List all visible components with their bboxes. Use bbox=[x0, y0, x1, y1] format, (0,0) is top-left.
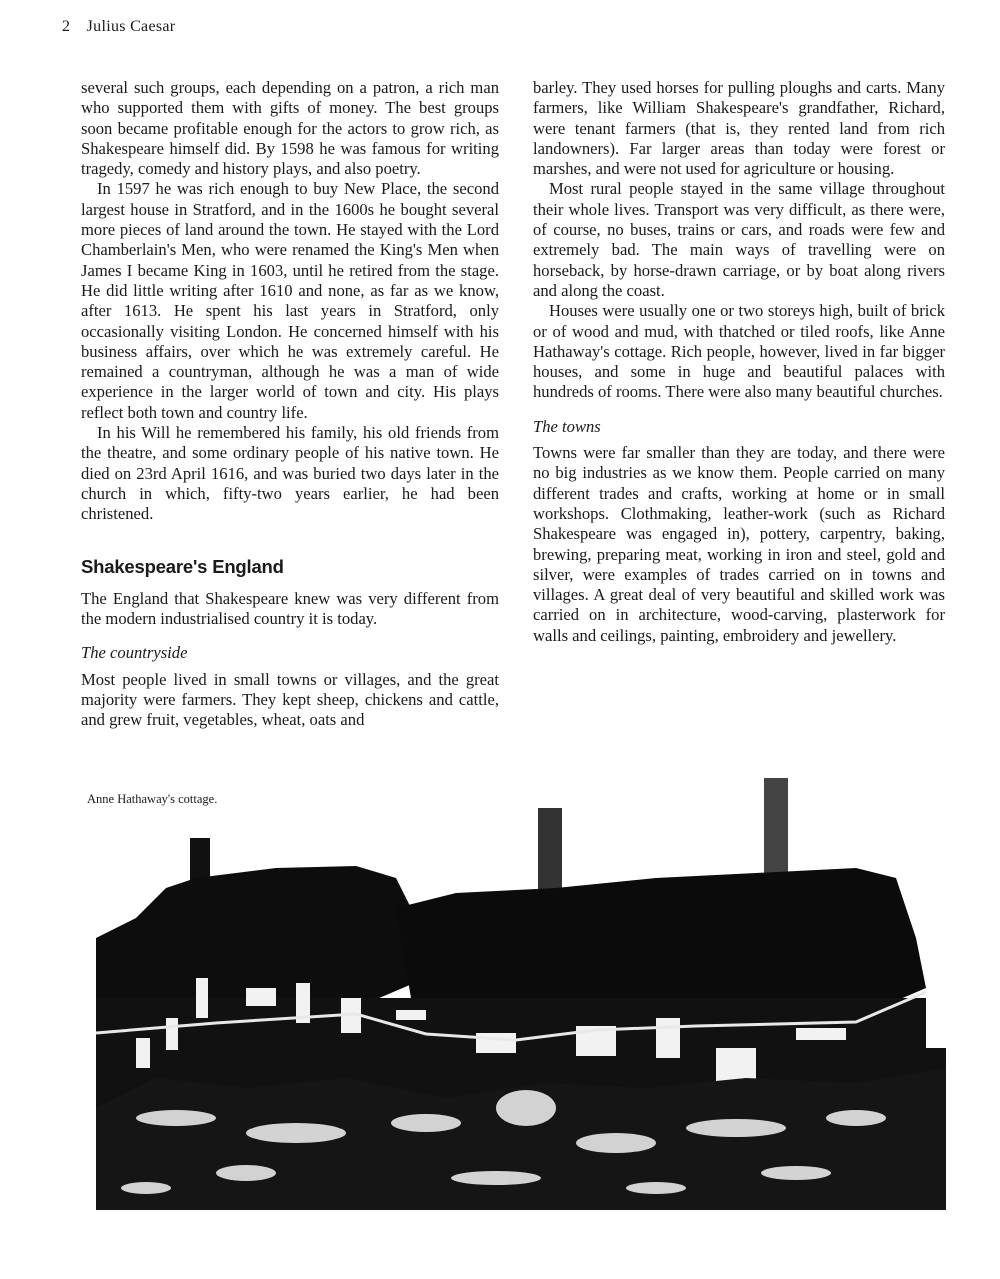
chimney bbox=[538, 808, 562, 898]
book-title: Julius Caesar bbox=[86, 18, 176, 35]
paragraph: In 1597 he was rich enough to buy New Place, the second largest house in Stratford, and in the 1600s he bought several more pieces of land around the town. He stayed with the Lord Chamberlain's Men, who were renamed the King's Men when James I became King in 1603, until he retired from the stage. He did little writing after 1610 and none, as far as we know, after 1613. He spent his last years in Stratford, only occasionally visiting London. He concerned himself with his business affairs, over which he was extremely careful. He remained a countryman, although he was a man of wide experience in the larger world of town and city. His plays reflect both town and country life. bbox=[81, 179, 499, 422]
cottage-photo bbox=[96, 778, 946, 1210]
sky-right-gap bbox=[926, 878, 946, 1048]
subheading-towns: The towns bbox=[533, 416, 601, 436]
paragraph: Towns were far smaller than they are today, and there were no big industries as we know them. People carried on many different trades and crafts, working at home or in small workshops. Clothmaking, leather-work (such as Richard Shakespeare was engaged in), pottery, carpentry, baking, brewing, preparing meat, working in iron and steel, gold and silver, were examples of trades carried on in towns and villages. A great deal of very beautiful and skilled work was carried on in architecture, wood-carving, plasterwork for walls and ceilings, painting, embroidery and jewellery. bbox=[533, 443, 945, 645]
figure-caption: Anne Hathaway's cottage. bbox=[87, 792, 218, 806]
cottage-photo-image bbox=[96, 778, 946, 1210]
running-head bbox=[62, 18, 175, 36]
subheading-countryside: The countryside bbox=[81, 643, 188, 663]
page-number: 2 bbox=[62, 18, 71, 35]
paragraph: Most rural people stayed in the same village throughout their whole lives. Transport was very difficult, as there were, of course, no buses, trains or cars, and roads were few and extremely bad. The main ways of travelling were on horseback, by horse-drawn carriage, or by boat along rivers and along the coast. bbox=[533, 179, 945, 300]
section-intro: The England that Shakespeare knew was very different from the modern industrialised country it is today. bbox=[81, 588, 499, 629]
chimney bbox=[764, 778, 788, 888]
garden bbox=[96, 1068, 946, 1210]
section-heading: Shakespeare's England bbox=[81, 555, 284, 577]
right-column bbox=[533, 78, 945, 646]
left-column bbox=[81, 78, 499, 731]
paragraph: barley. They used horses for pulling ploughs and carts. Many farmers, like William Shakespeare's grandfather, Richard, were tenant farmers (that is, they rented land from rich landowners). Far larger areas than today were forest or marshes, and were not used for agriculture or housing. bbox=[533, 78, 945, 179]
paragraph: Most people lived in small towns or villages, and the great majority were farmers. They kept sheep, chickens and cattle, and grew fruit, vegetables, wheat, oats and bbox=[81, 669, 499, 730]
paragraph: In his Will he remembered his family, his old friends from the theatre, and some ordinary people of his native town. He died on 23rd April 1616, and was buried two days later in the church in which, fifty-two years earlier, he had been christened. bbox=[81, 423, 499, 524]
paragraph: Houses were usually one or two storeys high, built of brick or of wood and mud, with thatched or tiled roofs, like Anne Hathaway's cottage. Rich people, however, lived in far bigger houses, and some in huge and beautiful palaces with hundreds of rooms. There were also many beautiful churches. bbox=[533, 301, 945, 402]
paragraph: several such groups, each depending on a patron, a rich man who supported them with gifts of money. The best groups soon became profitable enough for the actors to grow rich, as Shakespeare himself did. By 1598 he was famous for writing tragedy, comedy and history plays, and also poetry. bbox=[81, 78, 499, 179]
